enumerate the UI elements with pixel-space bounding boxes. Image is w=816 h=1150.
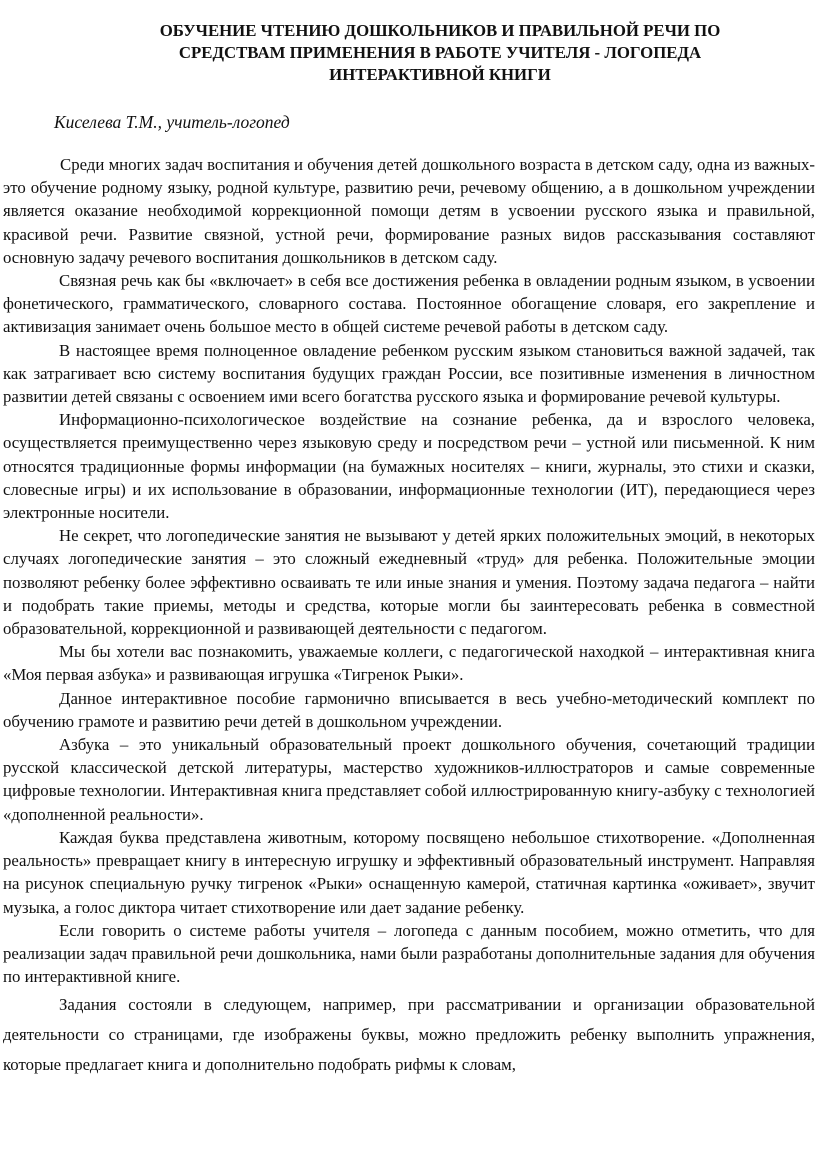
title-line-2: СРЕДСТВАМ ПРИМЕНЕНИЯ В РАБОТЕ УЧИТЕЛЯ - ЛОГОПЕДА <box>178 43 702 62</box>
paragraph-connected-speech: Связная речь как бы «включает» в себя все достижения ребенка в овладении родным языком, в усвоении фонетического, грамматического, словарного состава. Постоянное обогащение словаря, его закрепление и активизация занимает очень большое место в общей системе речевой работы в детском саду. <box>3 271 815 337</box>
paragraph-teaching-kit: Данное интерактивное пособие гармонично вписывается в весь учебно-методический комплект по обучению грамоте и развитию речи детей в дошкольном учреждении. <box>3 688 815 731</box>
document-title <box>60 20 816 86</box>
paragraph-intro: Среди многих задач воспитания и обучения детей дошкольного возраста в детском саду, одна из важных- это обучение родному языку, родной культуре, развитию речи, речевому общению, а в дошкольном учреждении является оказание необходимой коррекционной помощи детям в усвоении русского языка и правильной, красивой речи. Развитие связной, устной речи, формирование разных видов рассказывания составляют основную задачу речевого воспитания дошкольников в детском саду. <box>3 155 815 267</box>
paragraph-speech-lessons: Не секрет, что логопедические занятия не вызывают у детей ярких положительных эмоций, в некоторых случаях логопедические занятия – это сложный ежедневный «труд» для ребенка. Положительные эмоции позволяют ребенку более эффективно осваивать те или иные знания и умения. Поэтому задача педагога – найти и подобрать такие приемы, методы и средства, которые могли бы заинтересовать ребенка в совместной образовательной, коррекционной и развивающей деятельности с педагогом. <box>3 526 815 639</box>
paragraph-tasks: Задания состояли в следующем, например, при рассматривании и организации образовательной деятельности со страницами, где изображены буквы, можно предложить ребенку выполнить упражнения, которые предлагает книга и дополнительно подобрать рифмы к словам, <box>3 995 815 1075</box>
paragraph-information-influence: Информационно-психологическое воздействие на сознание ребенка, да и взрослого человека, осуществляется преимущественно через языковую среду и посредством речи – устной или письменной. К ним относятся традиционные формы информации (на бумажных носителях – книги, журналы, это стихи и сказки, словесные игры) и их использование в образовании, информационные технологии (ИТ), передающиеся через электронные носители. <box>3 410 815 523</box>
paragraph-augmented-reality: Каждая буква представлена животным, которому посвящено небольшое стихотворение. «Дополненная реальность» превращает книгу в интересную игрушку и эффективный образовательный инструмент. Направляя на рисунок специальную ручку тигренок «Рыки» оснащенную камерой, статичная картинка «оживает», звучит музыка, а голос диктора читает стихотворение или дает задание ребенку. <box>3 827 815 917</box>
title-line-1: ОБУЧЕНИЕ ЧТЕНИЮ ДОШКОЛЬНИКОВ И ПРАВИЛЬНОЙ РЕЧИ ПО <box>159 21 721 40</box>
paragraph-alphabet-project: Азбука – это уникальный образовательный проект дошкольного обучения, сочетающий традиции русской классической детской литературы, мастерство художников-иллюстраторов и самые современные цифровые технологии. Интерактивная книга представляет собой иллюстрированную книгу-азбуку с технологией «дополненной реальности». <box>3 735 816 824</box>
paragraph-present-time: В настоящее время полноценное овладение ребенком русским языком становиться важной задачей, так как затрагивает всю систему воспитания будущих граждан России, все позитивные изменения в личностном развитии детей связаны с освоением ими всего богатства русского языка и формирование речевой культуры. <box>3 340 815 407</box>
paragraph-speech-therapist-work: Если говорить о системе работы учителя – логопеда с данным пособием, можно отметить, что для реализации задач правильной речи дошкольника, нами были разработаны дополнительные задания для обучения по интерактивной книге. <box>3 920 815 987</box>
paragraph-introduction-book: Мы бы хотели вас познакомить, уважаемые коллеги, с педагогической находкой – интерактивная книга «Моя первая азбука» и развивающая игрушка «Тигренок Рыки». <box>3 642 815 685</box>
author-line: Киселева Т.М., учитель-логопед <box>54 112 290 132</box>
title-line-3: ИНТЕРАКТИВНОЙ КНИГИ <box>329 65 551 84</box>
document-body <box>3 153 815 1080</box>
